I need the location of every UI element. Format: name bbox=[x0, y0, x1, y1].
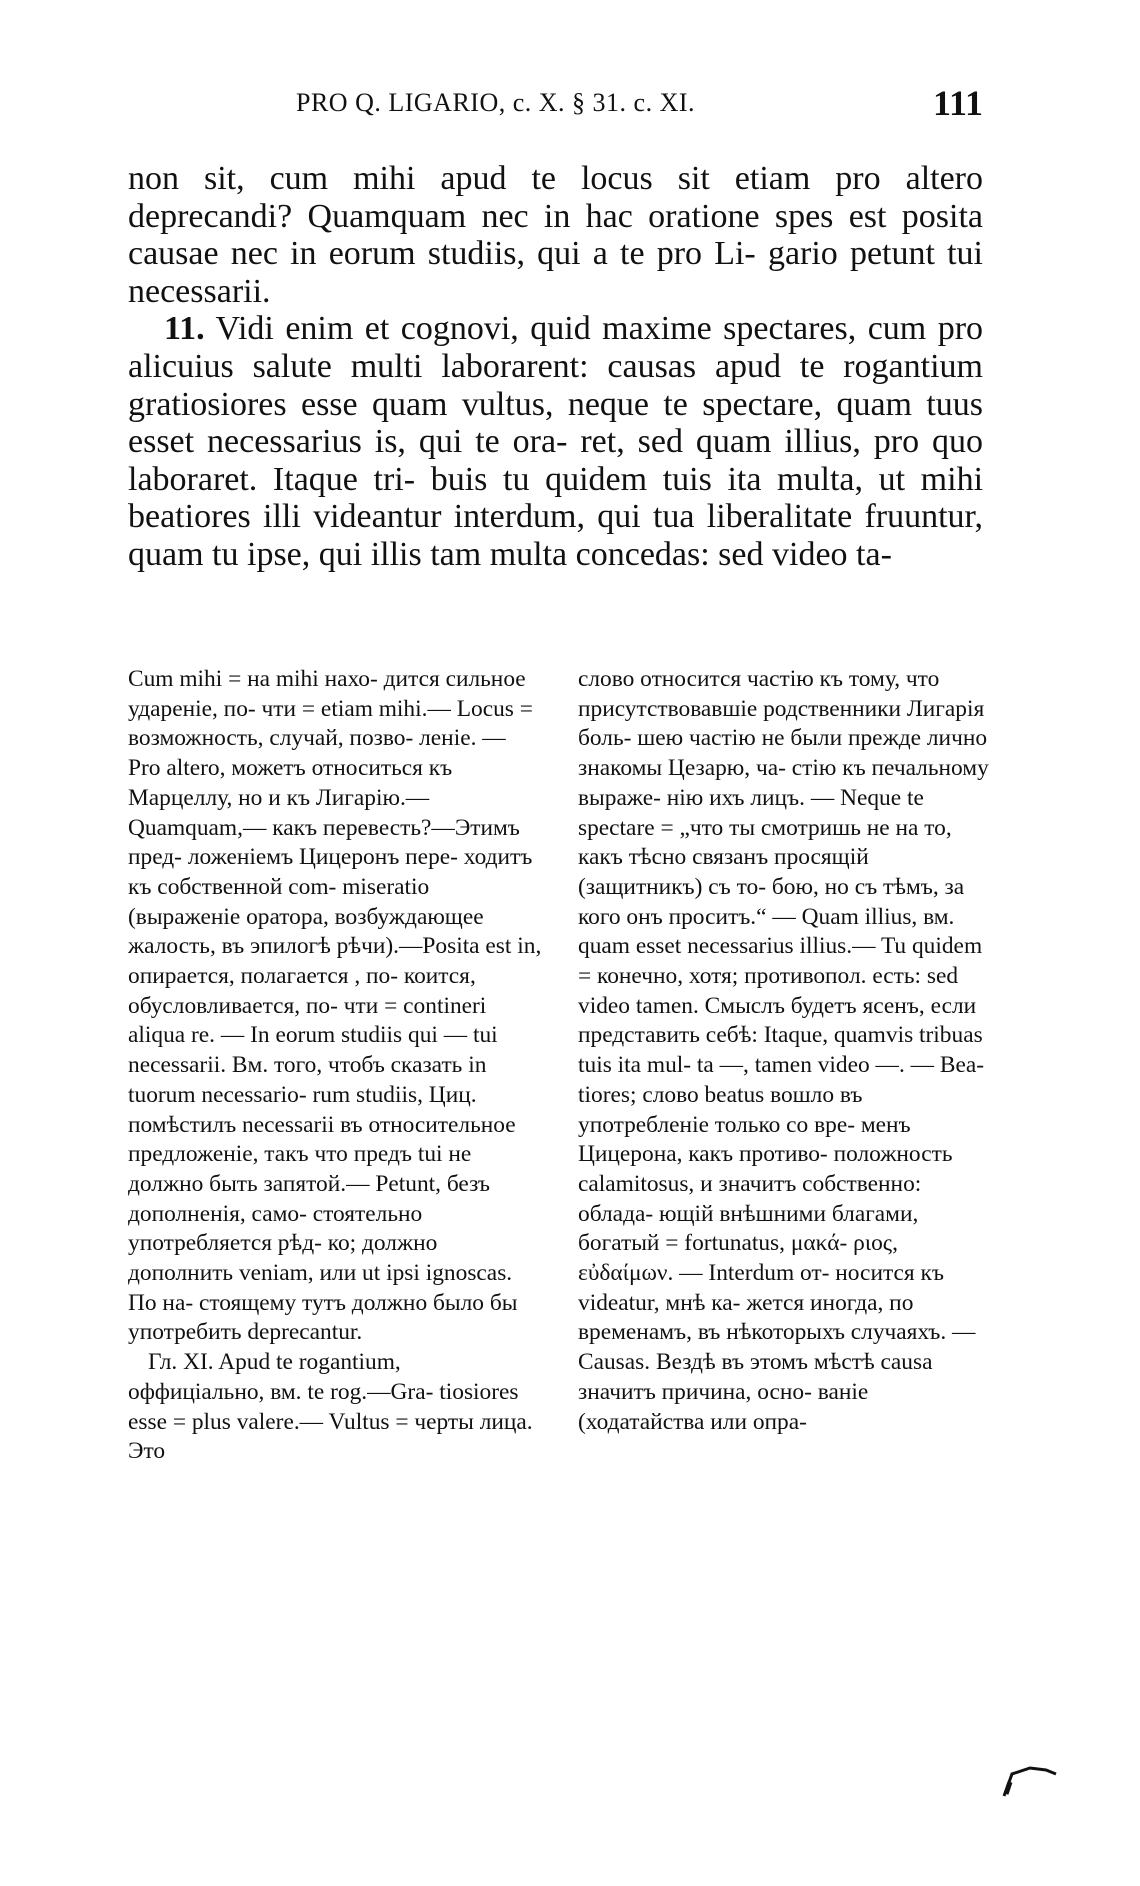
paragraph-1 bbox=[128, 160, 983, 310]
note-line: относиться къ Марцеллу, но bbox=[128, 755, 453, 811]
note-line: шею частію не были прежде bbox=[637, 725, 922, 752]
note-line: коится, обусловливается, по- bbox=[128, 963, 476, 1019]
note-line: предложеніе, такъ что предъ bbox=[128, 1141, 412, 1168]
note-line: жется иногда, по временамъ, bbox=[578, 1289, 914, 1346]
note-line: necessarii. Вм. того, чтобъ bbox=[128, 1052, 385, 1079]
text-line: deprecandi? Quamquam nec in hac oratione spes est bbox=[128, 197, 887, 235]
note-line: Cum mihi = на mihi нахо- bbox=[128, 666, 378, 692]
note-line: или ut ipsi ignoscas. По на- bbox=[128, 1260, 513, 1316]
text-line: tu ipse, qui illis tam multa concedas: sed video ta- bbox=[212, 535, 892, 573]
note-line: ложеніемъ Цицеронъ пере- bbox=[187, 844, 458, 871]
main-latin-text bbox=[128, 160, 983, 574]
note-line: ριος, εὐδαίμων. — Interdum от- bbox=[578, 1230, 898, 1287]
note-line: тому, что присутствовавшіе bbox=[578, 666, 940, 722]
note-line: и къ Лигарію.—Quamquam,— bbox=[128, 784, 430, 841]
note-line: опирается, полагается , по- bbox=[128, 963, 399, 990]
note-line: положность calamitosus, и bbox=[578, 1141, 953, 1197]
note-line: сказать in tuorum necessario- bbox=[128, 1052, 487, 1108]
note-line: quamvis tribuas tuis ita mul- bbox=[578, 1022, 983, 1079]
note-line: лично знакомы Цезарю, ча- bbox=[578, 725, 988, 782]
note-line: леніе. — Pro altero, можетъ bbox=[128, 725, 506, 782]
note-line: стоящему тутъ должно было bbox=[198, 1289, 484, 1316]
section-number: 11. bbox=[164, 310, 205, 348]
note-line: бы употребить deprecantur. bbox=[128, 1289, 518, 1346]
note-line: Causas. Вездѣ въ этомъ мѣстѣ bbox=[578, 1349, 875, 1376]
text-line: buis tu quidem tuis ita multa, ut mihi beatiores illi bbox=[128, 460, 984, 536]
note-line: necessarii въ относительное bbox=[242, 1111, 516, 1138]
page-header bbox=[128, 82, 983, 128]
note-line: возможность, случай, позво- bbox=[128, 725, 414, 752]
note-line: чти = etiam mihi.— Locus = bbox=[261, 695, 533, 722]
note-line: не на то, какъ тѣсно связанъ bbox=[578, 814, 952, 871]
note-line: возбуждающее жалость, въ bbox=[128, 903, 484, 960]
note-line: rum studiis, Циц. помѣстилъ bbox=[128, 1081, 477, 1138]
note-line: spectare = „что ты смотришь bbox=[578, 814, 861, 841]
note-line: causa значитъ причина, осно- bbox=[578, 1349, 933, 1405]
note-line: эпилогѣ рѣчи).—Posita est in, bbox=[250, 933, 542, 960]
note-line: богатый = fortunatus, μακά- bbox=[578, 1230, 848, 1257]
note-line: нію ихъ лицъ. — Neque te bbox=[666, 784, 924, 811]
text-line: spectare, quam tuus esset necessarius is, qui te ora- bbox=[128, 385, 984, 461]
note-line: просящій (защитникъ) съ то- bbox=[578, 844, 869, 900]
paragraph-2 bbox=[128, 310, 983, 573]
text-line: ret, sed quam illius, pro quo laboraret. Itaque tri- bbox=[128, 423, 983, 498]
note-line: ta —, tamen video —. — Bea- bbox=[696, 1052, 985, 1079]
note-line: слово относится частію къ bbox=[578, 666, 844, 692]
note-line: оффиціально, вм. te rog.—Gra- bbox=[128, 1378, 434, 1405]
text-line: gario petunt tui necessarii. bbox=[128, 235, 983, 310]
note-line: родственники Лигарія боль- bbox=[578, 695, 985, 752]
note-line: значитъ собственно: облада- bbox=[578, 1170, 922, 1227]
note-line: tiosiores esse = plus valere.— bbox=[128, 1378, 519, 1435]
note-line: tui не должно быть запятой.— bbox=[128, 1141, 472, 1197]
note-line: противопол. есть: sed video bbox=[578, 963, 959, 1019]
note-line: носится къ videatur, мнѣ ка- bbox=[578, 1260, 944, 1316]
text-line: non sit, cum mihi apud te locus sit etiam pro altero bbox=[128, 160, 983, 197]
note-paragraph bbox=[578, 665, 993, 1437]
note-paragraph-chapter bbox=[128, 1348, 543, 1467]
note-line: дится сильное удареніе, по- bbox=[128, 666, 526, 722]
text-line: cum pro alicuius salute multi laborarent: causas apud bbox=[128, 310, 984, 385]
text-line: Vidi enim et cognovi, quid maxime spectares, bbox=[215, 310, 857, 348]
note-line: ко; должно дополнить veniam, bbox=[128, 1230, 438, 1287]
note-line: если представить себѣ: Itaque, bbox=[578, 992, 977, 1049]
note-line: стоятельно употребляется рѣд- bbox=[128, 1200, 423, 1257]
note-line: Vultus = черты лица. Это bbox=[128, 1408, 533, 1465]
text-line: videantur interdum, qui tua liberalitate fruuntur, quam bbox=[128, 498, 983, 573]
note-line: чти = contineri aliqua re. — bbox=[128, 992, 487, 1049]
note-line: въ нѣкоторыхъ случаяхъ. — bbox=[697, 1319, 976, 1346]
text-line: te rogantium gratiosiores esse quam vultus, neque te bbox=[128, 347, 983, 423]
note-line: miseratio (выраженіе оратора, bbox=[128, 873, 430, 930]
note-line: tamen. Смыслъ будетъ ясенъ, bbox=[635, 992, 925, 1019]
running-head: PRO Q. LIGARIO, c. X. § 31. c. XI. bbox=[296, 88, 696, 117]
note-line: стію къ печальному выраже- bbox=[578, 755, 989, 811]
notes-right-column bbox=[578, 665, 993, 1437]
note-line: ваніе (ходатайства или опра- bbox=[578, 1378, 869, 1435]
notes-left-column bbox=[128, 665, 543, 1467]
ink-mark bbox=[1000, 1760, 1060, 1800]
note-line: quam esset necessarius illius.— bbox=[578, 933, 876, 960]
text-line: posita causae nec in eorum studiis, qui a te pro Li- bbox=[128, 197, 984, 273]
note-line: ющій внѣшними благами, bbox=[659, 1200, 919, 1227]
note-line: бою, но съ тѣмъ, за кого онъ bbox=[578, 873, 965, 930]
note-line: Petunt, безъ дополненія, само- bbox=[128, 1170, 491, 1227]
note-line: In eorum studiis qui — tui bbox=[250, 1022, 498, 1049]
page-number: 111 bbox=[932, 83, 983, 123]
commentary-notes bbox=[128, 665, 989, 1665]
note-line: Tu quidem = конечно, хотя; bbox=[578, 933, 983, 990]
note-line: употребленіе только со вре- bbox=[578, 1111, 855, 1138]
note-line: ходитъ къ собственной com- bbox=[128, 844, 533, 900]
note-line: проситъ.“ — Quam illius, вм. bbox=[668, 903, 955, 930]
note-line: tiores; слово beatus вошло въ bbox=[578, 1081, 863, 1108]
note-line: Гл. XI. Apud te rogantium, bbox=[148, 1349, 401, 1376]
note-paragraph bbox=[128, 665, 543, 1348]
note-line: менъ Цицерона, какъ противо- bbox=[578, 1111, 911, 1168]
note-line: какъ перевесть?—Этимъ пред- bbox=[128, 814, 520, 871]
